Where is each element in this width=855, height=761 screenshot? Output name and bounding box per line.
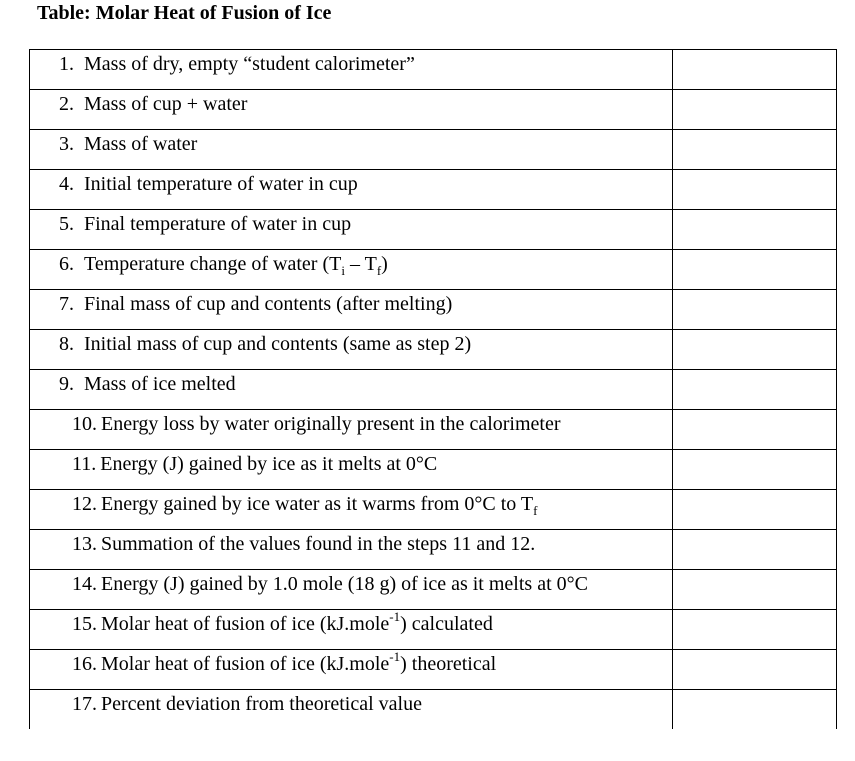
- table-row: [30, 170, 837, 210]
- row-label-tail: ) theoretical: [400, 653, 497, 675]
- data-table-container: [29, 49, 836, 729]
- row-label: Mass of cup + water: [84, 93, 248, 115]
- row-label-cell: [30, 250, 673, 290]
- row-label-cell: [30, 530, 673, 570]
- row-label: Initial mass of cup and contents (same as step 2): [84, 333, 472, 355]
- row-number: 1.: [59, 53, 74, 75]
- row-label: Mass of dry, empty “student calorimeter”: [84, 53, 415, 75]
- table-row: [30, 570, 837, 610]
- subscript-initial: i: [341, 263, 345, 278]
- row-number: 9.: [59, 373, 74, 395]
- row-number: 17.: [72, 693, 97, 715]
- row-label: [97, 609, 493, 635]
- table-row: [30, 330, 837, 370]
- row-label: Energy (J) gained by 1.0 mole (18 g) of ice as it melts at 0°C: [101, 573, 588, 595]
- row-value-cell[interactable]: [673, 490, 837, 530]
- row-label-cell: [30, 490, 673, 530]
- table-row: [30, 490, 837, 530]
- row-label-cell: [30, 50, 673, 90]
- row-number: 14.: [72, 573, 97, 595]
- row-label: Summation of the values found in the steps 11 and 12.: [101, 533, 536, 555]
- superscript-exponent: -1: [389, 649, 401, 665]
- table-row: [30, 610, 837, 650]
- heat-of-fusion-table: [29, 49, 837, 729]
- table-row: [30, 90, 837, 130]
- row-label-cell: [30, 610, 673, 650]
- row-value-cell[interactable]: [673, 370, 837, 410]
- table-row: [30, 370, 837, 410]
- row-value-cell[interactable]: [673, 570, 837, 610]
- row-number: 2.: [59, 93, 74, 115]
- row-label-cell: [30, 330, 673, 370]
- row-label-text: Energy gained by ice water as it warms from 0°C to T: [101, 493, 534, 515]
- row-label: [97, 493, 538, 518]
- row-label-text: Temperature change of water (T: [84, 253, 342, 275]
- row-label-cell: [30, 450, 673, 490]
- row-value-cell[interactable]: [673, 210, 837, 250]
- row-value-cell[interactable]: [673, 290, 837, 330]
- table-row: [30, 50, 837, 90]
- row-label-text: Molar heat of fusion of ice (kJ.mole: [101, 653, 390, 675]
- row-value-cell[interactable]: [673, 690, 837, 730]
- row-label-cell: [30, 130, 673, 170]
- table-row: [30, 210, 837, 250]
- row-number: 12.: [72, 493, 97, 515]
- row-number: 11.: [72, 453, 97, 475]
- row-label-text: Molar heat of fusion of ice (kJ.mole: [101, 613, 390, 635]
- row-label-cell: [30, 650, 673, 690]
- row-value-cell[interactable]: [673, 90, 837, 130]
- row-number: 4.: [59, 173, 74, 195]
- row-number: 6.: [59, 253, 74, 275]
- table-row: [30, 530, 837, 570]
- row-label: Energy loss by water originally present in the calorimeter: [101, 413, 561, 435]
- row-label-cell: [30, 210, 673, 250]
- row-value-cell[interactable]: [673, 530, 837, 570]
- row-label-middle: – T: [344, 253, 377, 275]
- row-label: [74, 253, 388, 278]
- row-value-cell[interactable]: [673, 610, 837, 650]
- subscript-final: f: [376, 263, 382, 278]
- row-value-cell[interactable]: [673, 330, 837, 370]
- row-value-cell[interactable]: [673, 170, 837, 210]
- row-label-cell: [30, 570, 673, 610]
- row-label: Final temperature of water in cup: [84, 213, 352, 235]
- row-label-cell: [30, 370, 673, 410]
- table-row: [30, 450, 837, 490]
- row-value-cell[interactable]: [673, 650, 837, 690]
- table-title: Table: Molar Heat of Fusion of Ice: [37, 2, 332, 24]
- row-value-cell[interactable]: [673, 450, 837, 490]
- row-label-cell: [30, 290, 673, 330]
- row-label: Mass of ice melted: [84, 373, 236, 395]
- row-label-cell: [30, 690, 673, 730]
- table-row: [30, 650, 837, 690]
- row-label: Mass of water: [84, 133, 198, 155]
- subscript-final: f: [533, 503, 538, 518]
- row-number: 10.: [72, 413, 97, 435]
- row-value-cell[interactable]: [673, 50, 837, 90]
- row-number: 8.: [59, 333, 74, 355]
- table-row: [30, 690, 837, 730]
- row-value-cell[interactable]: [673, 250, 837, 290]
- row-label-cell: [30, 410, 673, 450]
- row-value-cell[interactable]: [673, 410, 837, 450]
- row-value-cell[interactable]: [673, 130, 837, 170]
- table-row: [30, 250, 837, 290]
- row-number: 3.: [59, 133, 74, 155]
- row-label: Energy (J) gained by ice as it melts at 0°C: [100, 453, 438, 475]
- row-number: 7.: [59, 293, 74, 315]
- table-row: [30, 130, 837, 170]
- row-label-tail: ) calculated: [400, 613, 493, 635]
- row-label: [97, 649, 497, 675]
- superscript-exponent: -1: [389, 609, 401, 625]
- row-number: 15.: [72, 613, 97, 635]
- row-label-cell: [30, 90, 673, 130]
- table-row: [30, 290, 837, 330]
- row-label-cell: [30, 170, 673, 210]
- row-label: Initial temperature of water in cup: [84, 173, 358, 195]
- row-label: Final mass of cup and contents (after melting): [84, 293, 453, 315]
- table-row: [30, 410, 837, 450]
- row-number: 16.: [72, 653, 97, 675]
- row-number: 5.: [59, 213, 74, 235]
- row-label: Percent deviation from theoretical value: [101, 693, 422, 715]
- row-number: 13.: [72, 533, 97, 555]
- row-label-tail: ): [381, 253, 388, 275]
